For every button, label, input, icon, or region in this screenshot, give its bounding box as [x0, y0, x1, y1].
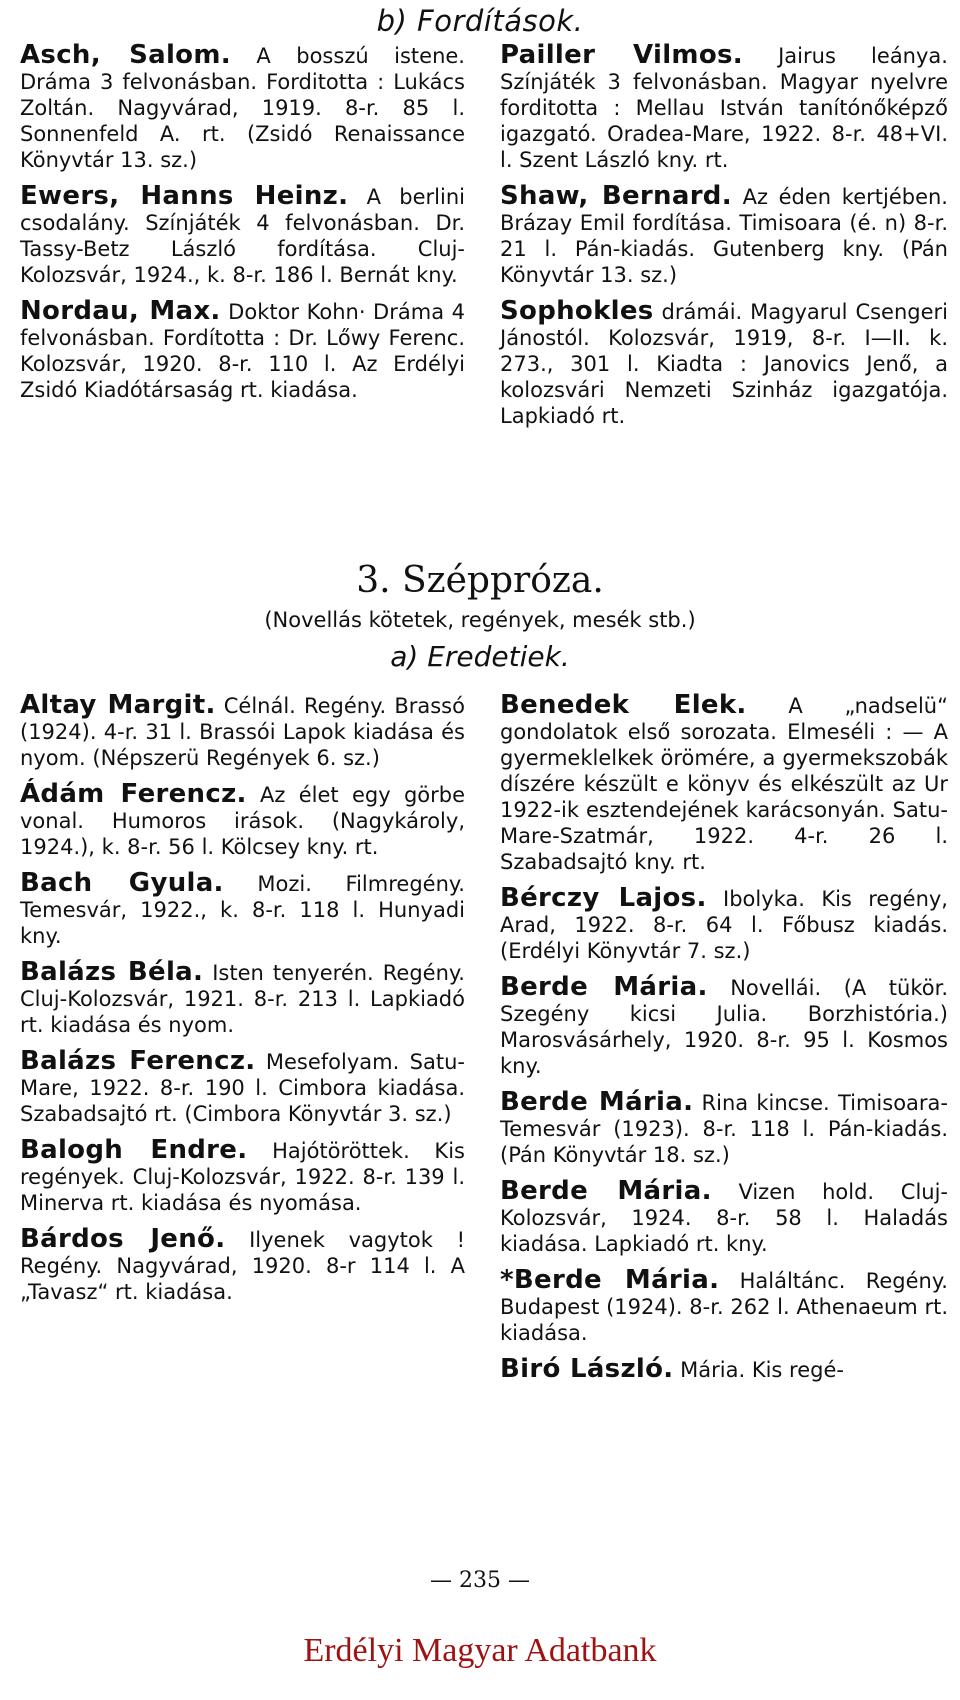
column-top-right — [500, 42, 948, 439]
entry-author: Altay Margit. — [20, 690, 216, 720]
entry-author: Shaw, Bernard. — [500, 181, 732, 211]
entry-author: Berde Mária. — [500, 972, 708, 1002]
entry-description: drámái. Magyarul Csengeri Jánostól. Kolozsvár, 1919, 8-r. I—II. k. 273., 301 l. Kiadta : Janovics Jenő, a kolozsvári Nemzeti Szinház igazgatója. Lapkiadó rt. — [500, 300, 948, 428]
entry-author: Balogh Endre. — [20, 1135, 248, 1165]
entry-description: Rina kincse. Timisoara-Temesvár (1923). 8-r. 118 l. Pán-kiadás. (Pán Könyvtár 18. sz.) — [500, 1091, 948, 1167]
entry-description: Ilyenek vagytok ! Regény. Nagyvárad, 1920. 8-r 114 l. A „Tavasz“ rt. kiadása. — [20, 1228, 465, 1304]
entry-description: Mesefolyam. Satu-Mare, 1922. 8-r. 190 l. Cimbora kiadása. Szabadsajtó rt. (Cimbora Könyvtár 3. sz.) — [20, 1050, 465, 1126]
column-bottom-right — [500, 692, 948, 1393]
entry-description: Haláltánc. Regény. Budapest (1924). 8-r. 262 l. Athenaeum rt. kiadása. — [500, 1269, 948, 1345]
entry-author: Ádám Ferencz. — [20, 779, 247, 809]
entry-author: Berde Mária. — [500, 1176, 712, 1206]
section-heading-translations: b) Fordítások. — [376, 4, 584, 38]
section-heading-prose: 3. Széppróza. — [356, 560, 604, 601]
entry-author: Bérczy Lajos. — [500, 883, 707, 913]
entry-author: Asch, Salom. — [20, 40, 231, 70]
entry-description: Isten tenyerén. Regény. Cluj-Kolozsvár, 1921. 8-r. 213 l. Lapkiadó rt. kiadása és nyom. — [20, 961, 465, 1037]
entry-author: Biró László. — [500, 1354, 674, 1384]
entry-description: Jairus leánya. Színjáték 3 felvonásban. Magyar nyelvre forditotta : Mellau István tanítónőképző igazgató. Oradea-Mare, 1922. 8-r. 48+VI. l. Szent László kny. rt. — [500, 44, 948, 172]
bibliography-entry — [500, 183, 948, 288]
bibliography-entry — [20, 781, 465, 860]
entry-description: A bosszú istene. Dráma 3 felvonásban. Forditotta : Lukács Zoltán. Nagyvárad, 1919. 8-r. 85 l. Sonnenfeld A. rt. (Zsidó Renaissance Könyvtár 13. sz.) — [20, 44, 465, 172]
entry-description: Doktor Kohn· Dráma 4 felvonásban. Fordította : Dr. Lőwy Ferenc. Kolozsvár, 1920. 8-r. 110 l. Az Erdélyi Zsidó Kiadótársaság rt. kiadása. — [20, 300, 465, 402]
section-subheading: (Novellás kötetek, regények, mesék stb.) — [264, 608, 696, 632]
bibliography-entry — [500, 1267, 948, 1346]
entry-author: Bach Gyula. — [20, 868, 224, 898]
entry-author: Bárdos Jenő. — [20, 1224, 226, 1254]
entry-description: Az élet egy görbe vonal. Humoros irások. (Nagykároly, 1924.), k. 8-r. 56 l. Kölcsey kny. rt. — [20, 783, 466, 859]
watermark: Erdélyi Magyar Adatbank — [303, 1632, 657, 1669]
entry-author: Benedek Elek. — [500, 690, 747, 720]
bibliography-entry — [20, 298, 465, 403]
entry-author: Balázs Béla. — [20, 957, 204, 987]
bibliography-entry — [500, 298, 948, 429]
entry-author: Balázs Ferencz. — [20, 1046, 256, 1076]
column-bottom-left — [20, 692, 465, 1315]
bibliography-entry — [500, 885, 948, 964]
bibliography-entry — [20, 870, 465, 949]
entry-description: A berlini csodalány. Színjáték 4 felvonásban. Dr. Tassy-Betz László fordítása. Cluj-Kolozsvár, 1924., k. 8-r. 186 l. Bernát kny. — [20, 185, 465, 287]
entry-description: Az éden kertjében. Brázay Emil fordítása. Timisoara (é. n) 8-r. 21 l. Pán-kiadás. Gutenberg kny. (Pán Könyvtár 13. sz.) — [500, 185, 948, 287]
bibliography-entry — [20, 183, 465, 288]
bibliography-entry — [500, 1089, 948, 1168]
entry-description: Mozi. Filmregény. Temesvár, 1922., k. 8-r. 118 l. Hunyadi kny. — [20, 872, 465, 948]
bibliography-entry — [500, 974, 948, 1079]
column-top-left — [20, 42, 465, 413]
entry-description: Vizen hold. Cluj-Kolozsvár, 1924. 8-r. 58 l. Haladás kiadása. Lapkiadó rt. kny. — [500, 1180, 948, 1256]
entry-description: Hajótöröttek. Kis regények. Cluj-Kolozsvár, 1922. 8-r. 139 l. Minerva rt. kiadása és nyomása. — [20, 1139, 465, 1215]
entry-description: Célnál. Regény. Brassó (1924). 4-r. 31 l. Brassói Lapok kiadása és nyom. (Népszerü Regények 6. sz.) — [20, 694, 465, 770]
bibliography-entry — [20, 1048, 465, 1127]
entry-author: Pailler Vilmos. — [500, 40, 743, 70]
bibliography-entry — [500, 692, 948, 875]
bibliography-entry — [20, 42, 465, 173]
entry-description: Novellái. (A tükör. Szegény kicsi Julia. Borzhistória.) Marosvásárhely, 1920. 8-r. 95 l. Kosmos kny. — [500, 976, 948, 1078]
section-heading-originals: a) Eredetiek. — [390, 640, 570, 673]
entry-author: *Berde Mária. — [500, 1265, 720, 1295]
entry-author: Nordau, Max. — [20, 296, 221, 326]
entry-author: Berde Mária. — [500, 1087, 694, 1117]
entry-description: Mária. Kis regé- — [680, 1358, 844, 1382]
page-number: — 235 — — [430, 1568, 530, 1593]
bibliography-entry — [500, 42, 948, 173]
bibliography-entry — [20, 959, 465, 1038]
bibliography-entry — [500, 1178, 948, 1257]
bibliography-entry — [500, 1356, 948, 1383]
entry-description: A „nadselü“ gondolatok első sorozata. Elmeséli : — A gyermeklelkek örömére, a gyermekszobák díszére készült e könyv és elkészült az Ur 1922-ik esztendejének karácsonyán. Satu-Mare-Szatmár, 1922. 4-r. 26 l. Szabadsajtó kny. rt. — [500, 694, 948, 874]
bibliography-entry — [20, 692, 465, 771]
entry-author: Ewers, Hanns Heinz. — [20, 181, 349, 211]
bibliography-entry — [20, 1226, 465, 1305]
bibliography-entry — [20, 1137, 465, 1216]
entry-description: Ibolyka. Kis regény, Arad, 1922. 8-r. 64 l. Főbusz kiadás. (Erdélyi Könyvtár 7. sz.) — [500, 887, 948, 963]
entry-author: Sophokles — [500, 296, 654, 326]
